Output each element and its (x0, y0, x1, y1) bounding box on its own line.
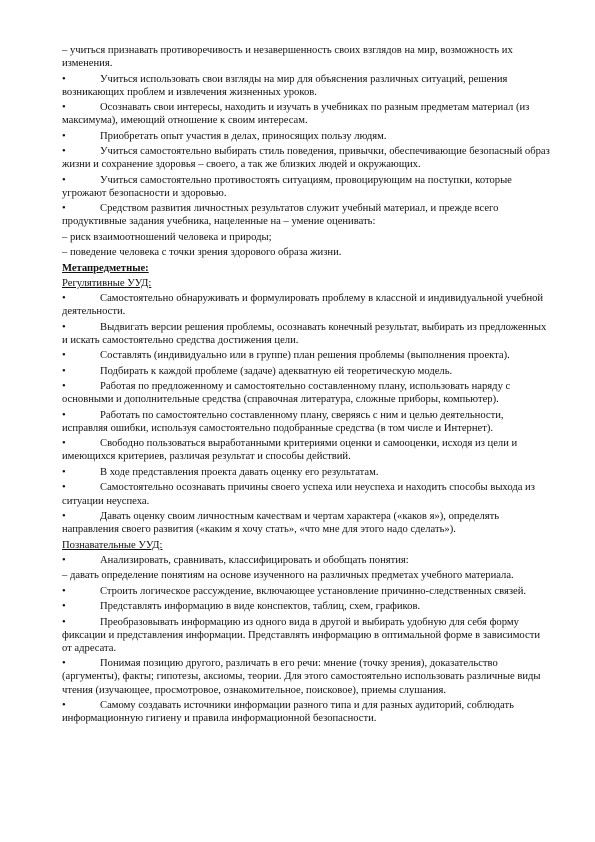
subsection-heading: Регулятивные УУД: (62, 278, 152, 290)
bullet-paragraph (62, 699, 550, 725)
bullet-paragraph (62, 73, 550, 99)
paragraph-text: Составлять (индивидуально или в группе) план решения проблемы (выполнения проекта). (100, 350, 510, 362)
bullet-icon: • (62, 130, 66, 142)
paragraph-text: Анализировать, сравнивать, классифицировать и обобщать понятия: (100, 554, 409, 566)
paragraph-text: Строить логическое рассуждение, включающее установление причинно-следственных связей. (100, 585, 527, 597)
plain-paragraph: – учиться признавать противоречивость и незавершенность своих взглядов на мир, возможность их изменения. (62, 45, 513, 70)
bullet-paragraph (62, 130, 550, 143)
paragraph-text: Преобразовывать информацию из одного вида в другой и выбирать удобную для себя форму фиксации и представления информации. Представлять информацию в оптимальной форме в зависимости от адресата. (62, 616, 540, 654)
bullet-icon: • (62, 365, 66, 377)
bullet-paragraph (62, 292, 550, 318)
bullet-paragraph (62, 657, 550, 696)
paragraph-text: Работая по предложенному и самостоятельно составленному плану, использовать наряду с основными и дополнительные средства (справочная литература, сложные приборы, компьютер). (62, 381, 511, 406)
bullet-paragraph (62, 380, 550, 406)
paragraph-text: Самостоятельно обнаруживать и формулировать проблему в классной и индивидуальной учебной деятельности. (62, 293, 544, 318)
document-page (62, 44, 550, 728)
bullet-paragraph (62, 174, 550, 200)
paragraph-text: Давать оценку своим личностным качествам и чертам характера («каков я»), определять направления своего развития («каким я хочу стать», «что мне для этого надо сделать»). (62, 511, 500, 536)
bullet-paragraph (62, 145, 550, 171)
bullet-icon: • (62, 466, 66, 478)
bullet-paragraph (62, 437, 550, 463)
bullet-icon: • (62, 203, 66, 215)
bullet-paragraph (62, 510, 550, 536)
bullet-paragraph (62, 554, 550, 567)
paragraph-text: Учиться самостоятельно противостоять ситуациям, провоцирующим на поступки, которые угрожают безопасности и здоровью. (62, 174, 512, 199)
paragraph-text: Приобретать опыт участия в делах, приносящих пользу людям. (100, 130, 387, 142)
bullet-icon: • (62, 482, 66, 494)
paragraph-text: В ходе представления проекта давать оценку его результатам. (100, 466, 379, 478)
bullet-paragraph (62, 365, 550, 378)
bullet-paragraph (62, 101, 550, 127)
bullet-icon: • (62, 601, 66, 613)
bullet-icon: • (62, 616, 66, 628)
bullet-paragraph (62, 600, 550, 613)
bullet-icon: • (62, 174, 66, 186)
paragraph-text: Представлять информацию в виде конспектов, таблиц, схем, графиков. (100, 601, 421, 613)
paragraph-text: Средством развития личностных результатов служит учебный материал, и прежде всего продуктивные задания учебника, нацеленные на – умение оценивать: (62, 203, 499, 228)
paragraph-text: Самостоятельно осознавать причины своего успеха или неуспеха и находить способы выхода из ситуации неуспеха. (62, 482, 535, 507)
paragraph-text: Свободно пользоваться выработанными критериями оценки и самооценки, исходя из цели и имеющихся критериев, различая результат и способы действий. (62, 438, 518, 463)
paragraph-text: Учиться использовать свои взгляды на мир для объяснения различных ситуаций, решения возникающих проблем и извлечения жизненных уроков. (62, 73, 508, 98)
bullet-icon: • (62, 73, 66, 85)
bullet-paragraph (62, 321, 550, 347)
plain-paragraph: – риск взаимоотношений человека и природы; (62, 231, 272, 243)
bullet-paragraph (62, 202, 550, 228)
bullet-paragraph (62, 616, 550, 655)
bullet-icon: • (62, 585, 66, 597)
bullet-icon: • (62, 293, 66, 305)
section-heading: Метапредметные: (62, 262, 149, 274)
bullet-icon: • (62, 350, 66, 362)
bullet-icon: • (62, 554, 66, 566)
paragraph-text: Выдвигать версии решения проблемы, осознавать конечный результат, выбирать из предложенных и искать самостоятельно средства достижения цели. (62, 321, 547, 346)
bullet-icon: • (62, 699, 66, 711)
paragraph-text: Подбирать к каждой проблеме (задаче) адекватную ей теоретическую модель. (100, 365, 453, 377)
bullet-icon: • (62, 511, 66, 523)
paragraph-text: Самому создавать источники информации разного типа и для разных аудиторий, соблюдать информационную гигиену и правила информационной безопасности. (62, 699, 514, 725)
bullet-paragraph (62, 585, 550, 598)
bullet-icon: • (62, 102, 66, 114)
plain-paragraph: – поведение человека с точки зрения здорового образа жизни. (62, 247, 342, 259)
paragraph-text: Осознавать свои интересы, находить и изучать в учебниках по разным предметам материал (из максимума), имеющий отношение к своим интересам. (62, 102, 530, 127)
bullet-icon: • (62, 381, 66, 393)
bullet-icon: • (62, 658, 66, 670)
bullet-paragraph (62, 349, 550, 362)
bullet-paragraph (62, 466, 550, 479)
bullet-icon: • (62, 321, 66, 333)
paragraph-text: Учиться самостоятельно выбирать стиль поведения, привычки, обеспечивающие безопасный образ жизни и сохранение здоровья – своего, а так же близких людей и окружающих. (62, 146, 550, 171)
subsection-heading: Познавательные УУД: (62, 539, 163, 551)
bullet-icon: • (62, 438, 66, 450)
bullet-paragraph (62, 409, 550, 435)
paragraph-text: Понимая позицию другого, различать в его речи: мнение (точку зрения), доказательство (аргументы), факты; гипотезы, аксиомы, теории. Для этого самостоятельно использовать различные виды чтения (изучающее, просмотровое, ознакомительное, поисковое), приемы слушания. (62, 658, 541, 696)
paragraph-text: Работать по самостоятельно составленному плану, сверяясь с ним и целью деятельности, исправляя ошибки, используя самостоятельно подобранные средства (в том числе и Интернет). (62, 409, 504, 434)
bullet-paragraph (62, 481, 550, 507)
bullet-icon: • (62, 409, 66, 421)
bullet-icon: • (62, 146, 66, 158)
plain-paragraph: – давать определение понятиям на основе изученного на различных предметах учебного материала. (62, 570, 514, 582)
